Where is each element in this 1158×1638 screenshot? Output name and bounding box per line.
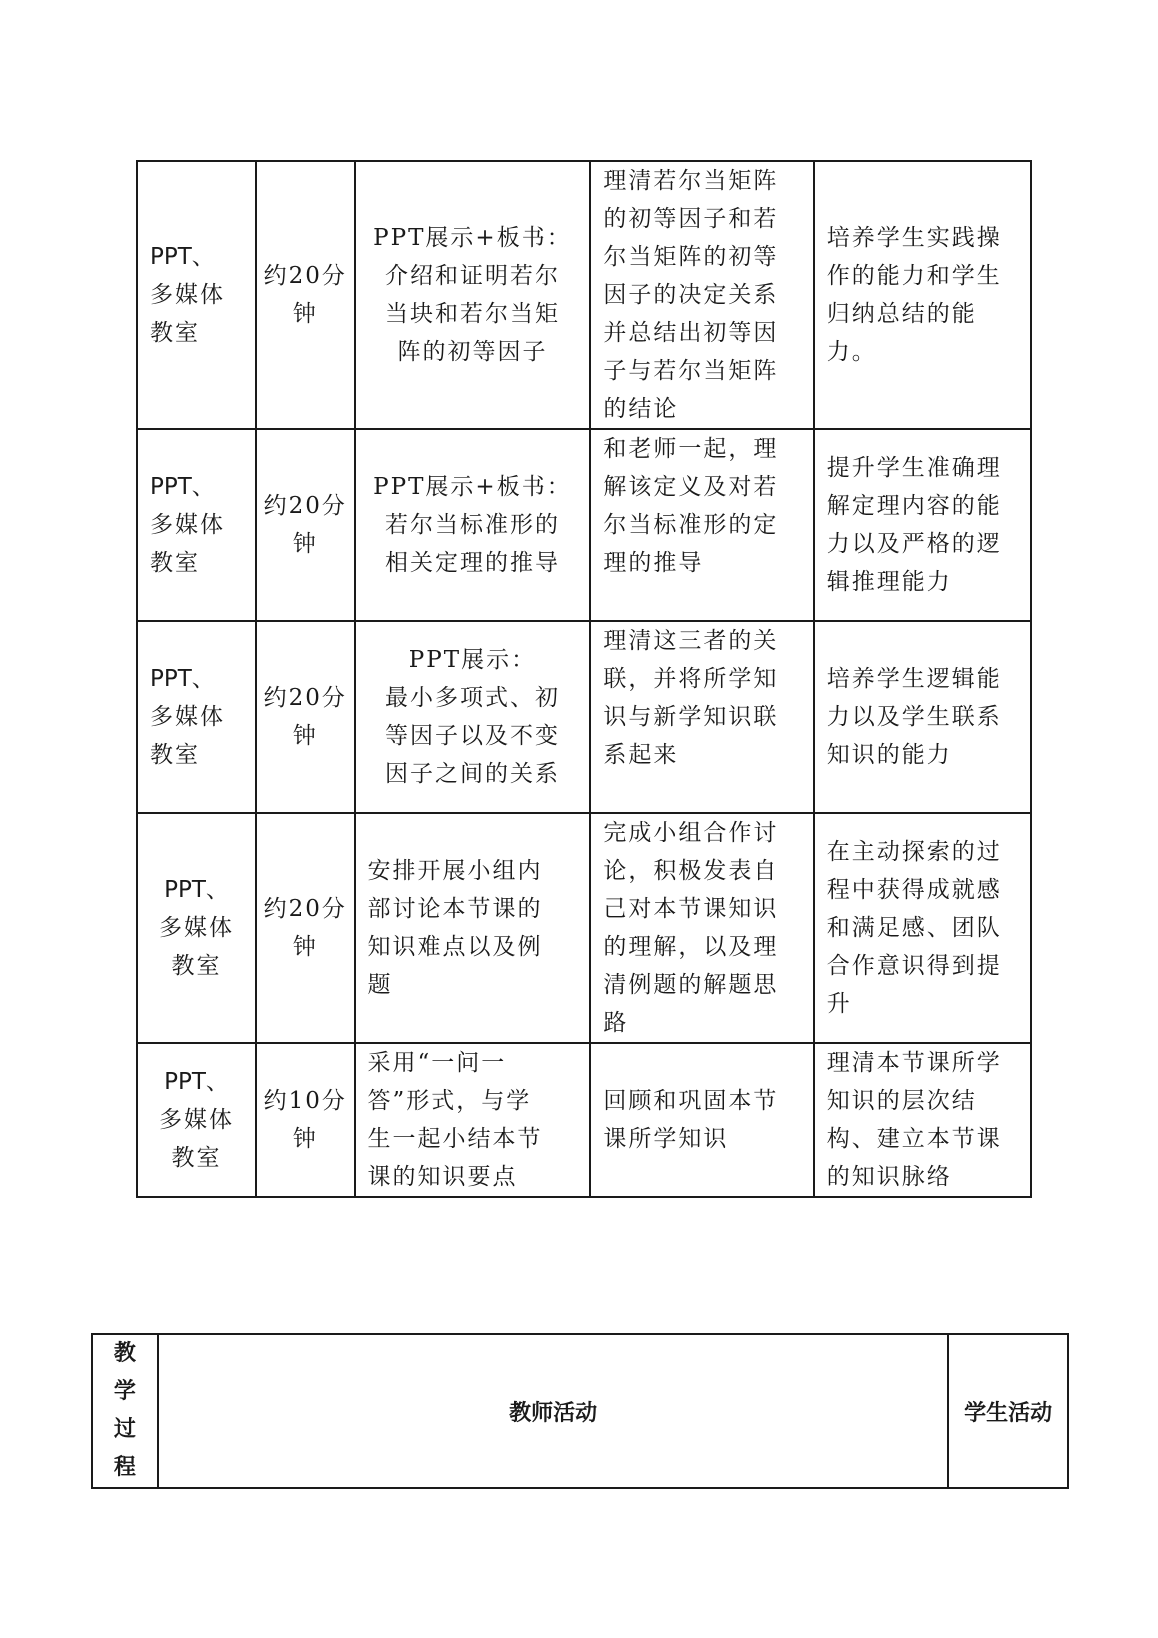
resource-cell [137, 621, 256, 813]
cell-line: 因子之间的关系 [384, 761, 560, 787]
cell-line: PPT、 [150, 666, 215, 692]
cell-line: 多媒体 [158, 915, 234, 941]
cell-line: 解定理内容的能 [826, 493, 1002, 519]
cell-line: 升 [826, 991, 852, 1017]
teacher-activity-cell [355, 161, 591, 429]
cell-line: PPT、 [164, 877, 229, 903]
student-activity-cell [590, 1043, 813, 1197]
cell-line: 多媒体 [150, 704, 225, 730]
resource-cell [137, 1043, 256, 1197]
cell-line: 相关定理的推导 [384, 550, 560, 576]
cell-line: 钟 [292, 1126, 318, 1152]
teacher-activity-header: 教师活动 [158, 1334, 948, 1488]
plan-row [137, 429, 1031, 621]
cell-line: 等因子以及不变 [384, 723, 560, 749]
design-intent-cell [814, 1043, 1031, 1197]
cell-line: 多媒体 [150, 512, 225, 538]
cell-line: 在主动探索的过 [826, 839, 1002, 865]
label-char: 程 [113, 1455, 136, 1480]
cell-line: 力以及学生联系 [826, 704, 1002, 730]
cell-line: 课的知识要点 [367, 1164, 518, 1190]
duration-cell [256, 161, 355, 429]
cell-line: 部讨论本节课的 [367, 896, 543, 922]
cell-line: 理清本节课所学 [826, 1050, 1002, 1076]
cell-line: 培养学生逻辑能 [826, 666, 1002, 692]
cell-line: 安排开展小组内 [367, 858, 543, 884]
student-activity-cell [590, 161, 813, 429]
cell-line: PPT展示+板书： [373, 474, 572, 500]
cell-line: 生一起小结本节 [367, 1126, 543, 1152]
cell-line: 完成小组合作讨 [603, 820, 779, 846]
teacher-activity-cell [355, 621, 591, 813]
student-activity-cell [590, 429, 813, 621]
cell-line: 理清若尔当矩阵 [603, 168, 779, 194]
cell-line: 识与新学知识联 [603, 704, 779, 730]
cell-line: 论，积极发表自 [603, 858, 779, 884]
cell-line: 清例题的解题思 [603, 972, 779, 998]
cell-line: 知识难点以及例 [367, 934, 543, 960]
cell-line: 并总结出初等因 [603, 320, 779, 346]
plan-row [137, 1043, 1031, 1197]
cell-line: 的知识脉络 [826, 1164, 952, 1190]
student-activity-cell [590, 621, 813, 813]
cell-line: 力以及严格的逻 [826, 531, 1002, 557]
cell-line: 题 [367, 972, 393, 998]
label-char: 教 [113, 1341, 136, 1366]
teacher-activity-cell [355, 429, 591, 621]
cell-line: 作的能力和学生 [826, 263, 1002, 289]
teacher-activity-cell [355, 1043, 591, 1197]
lesson-plan-table [136, 160, 1032, 1198]
cell-line: 和满足感、团队 [826, 915, 1002, 941]
cell-line: 系起来 [603, 742, 679, 768]
cell-line: 当块和若尔当矩 [384, 301, 560, 327]
cell-line: 程中获得成就感 [826, 877, 1002, 903]
cell-line: 教室 [150, 320, 200, 346]
resource-cell [137, 161, 256, 429]
cell-line: 约20分 [263, 493, 347, 519]
cell-line: PPT、 [164, 1069, 229, 1095]
student-activity-header: 学生活动 [948, 1334, 1068, 1488]
cell-line: 课所学知识 [603, 1126, 729, 1152]
cell-line: 提升学生准确理 [826, 455, 1002, 481]
plan-row [137, 813, 1031, 1043]
cell-line: 理清这三者的关 [603, 628, 779, 654]
cell-line: 路 [603, 1010, 629, 1036]
cell-line: 若尔当标准形的 [384, 512, 560, 538]
cell-line: 的结论 [603, 396, 679, 422]
cell-line: 多媒体 [158, 1107, 234, 1133]
duration-cell [256, 621, 355, 813]
cell-line: 教室 [171, 1145, 222, 1171]
cell-line: 回顾和巩固本节 [603, 1088, 779, 1114]
cell-line: 的初等因子和若 [603, 206, 779, 232]
cell-line: 归纳总结的能 [826, 301, 977, 327]
resource-cell [137, 429, 256, 621]
cell-line: PPT、 [150, 244, 215, 270]
teacher-activity-cell [355, 813, 591, 1043]
resource-cell [137, 813, 256, 1043]
plan-row [137, 621, 1031, 813]
cell-line: 力。 [826, 339, 877, 365]
cell-line: 知识的能力 [826, 742, 952, 768]
duration-cell [256, 813, 355, 1043]
cell-line: 钟 [292, 531, 318, 557]
cell-line: 多媒体 [150, 282, 225, 308]
cell-line: 钟 [292, 301, 318, 327]
cell-line: 构、建立本节课 [826, 1126, 1002, 1152]
design-intent-cell [814, 161, 1031, 429]
cell-line: 的理解，以及理 [603, 934, 779, 960]
teaching-process-label [92, 1334, 158, 1488]
cell-line: 解该定义及对若 [603, 474, 779, 500]
cell-line: 约10分 [263, 1088, 347, 1114]
design-intent-cell [814, 813, 1031, 1043]
cell-line: PPT、 [150, 474, 215, 500]
cell-line: 约20分 [263, 896, 347, 922]
cell-line: 理的推导 [603, 550, 704, 576]
cell-line: 阵的初等因子 [397, 339, 548, 365]
cell-line: 辑推理能力 [826, 569, 952, 595]
cell-line: 钟 [292, 934, 318, 960]
design-intent-cell [814, 621, 1031, 813]
cell-line: 子与若尔当矩阵 [603, 358, 779, 384]
cell-line: 介绍和证明若尔 [384, 263, 560, 289]
cell-line: PPT展示+板书： [373, 225, 572, 251]
cell-line: 己对本节课知识 [603, 896, 779, 922]
duration-cell [256, 1043, 355, 1197]
cell-line: 联，并将所学知 [603, 666, 779, 692]
cell-line: 教室 [150, 742, 200, 768]
cell-line: 合作意识得到提 [826, 953, 1002, 979]
cell-line: 尔当矩阵的初等 [603, 244, 779, 270]
label-char: 过 [113, 1417, 136, 1442]
label-char: 学 [113, 1379, 136, 1404]
cell-line: 教室 [150, 550, 200, 576]
cell-line: 尔当标准形的定 [603, 512, 779, 538]
student-activity-cell [590, 813, 813, 1043]
teaching-process-table [91, 1333, 1069, 1489]
cell-line: 教室 [171, 953, 222, 979]
duration-cell [256, 429, 355, 621]
cell-line: 采用“一问一 [367, 1050, 507, 1076]
cell-line: 因子的决定关系 [603, 282, 779, 308]
cell-line: 约20分 [263, 263, 347, 289]
cell-line: 培养学生实践操 [826, 225, 1002, 251]
cell-line: 最小多项式、初 [384, 685, 560, 711]
design-intent-cell [814, 429, 1031, 621]
cell-line: 和老师一起，理 [603, 436, 779, 462]
plan-row [137, 161, 1031, 429]
cell-line: 约20分 [263, 685, 347, 711]
cell-line: PPT展示： [408, 647, 537, 673]
process-header-row [92, 1334, 1068, 1488]
cell-line: 知识的层次结 [826, 1088, 977, 1114]
cell-line: 钟 [292, 723, 318, 749]
cell-line: 答”形式，与学 [367, 1088, 532, 1114]
